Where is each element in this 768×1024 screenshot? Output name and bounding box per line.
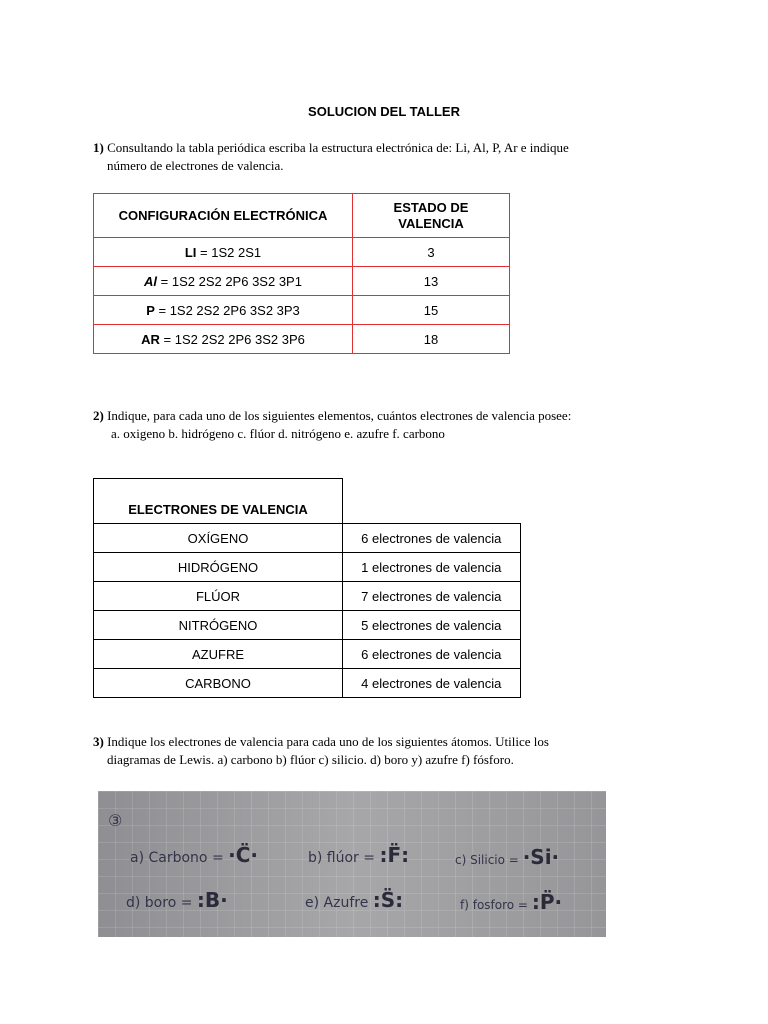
table-row (94, 611, 521, 640)
question-1 (93, 139, 633, 175)
table-row (94, 553, 521, 582)
table1-config-cell: Al = 1S2 2S2 2P6 3S2 3P1 (94, 267, 353, 296)
table2-value-cell: 4 electrones de valencia (343, 669, 521, 698)
table-row (94, 524, 521, 553)
table-row (94, 325, 510, 354)
table2-value-cell: 7 electrones de valencia (343, 582, 521, 611)
table1-header-config: CONFIGURACIÓN ELECTRÓNICA (94, 194, 353, 238)
question-3-line1: Indique los electrones de valencia para cada uno de los siguientes átomos. Utilice los (107, 734, 549, 749)
electron-config-table (93, 193, 510, 354)
table-row (94, 296, 510, 325)
question-2-line2: a. oxigeno b. hidrógeno c. flúor d. nitrógeno e. azufre f. carbono (111, 426, 445, 441)
handwritten-item: c) Silicio = ·Si· (455, 845, 560, 869)
handwritten-item: e) Azufre :S̈: (305, 888, 404, 912)
table1-config-cell: P = 1S2 2S2 2P6 3S2 3P3 (94, 296, 353, 325)
table2-element-cell: AZUFRE (94, 640, 343, 669)
handwritten-item: b) flúor = :F̈: (308, 843, 410, 867)
handwritten-item: d) boro = :B· (126, 888, 228, 912)
table-row (94, 640, 521, 669)
table1-config-cell: LI = 1S2 2S1 (94, 238, 353, 267)
question-3-number: 3) (93, 734, 104, 749)
table2-element-cell: NITRÓGENO (94, 611, 343, 640)
page-title: SOLUCION DEL TALLER (308, 104, 460, 119)
valence-electrons-table (93, 478, 521, 698)
table2-value-cell: 6 electrones de valencia (343, 640, 521, 669)
table-row (94, 238, 510, 267)
table2-element-cell: CARBONO (94, 669, 343, 698)
table2-value-cell: 1 electrones de valencia (343, 553, 521, 582)
question-3 (93, 733, 633, 769)
handwritten-item: f) fosforo = :P̈· (460, 890, 563, 914)
table1-value-cell: 18 (353, 325, 510, 354)
table1-value-cell: 3 (353, 238, 510, 267)
question-1-line2: número de electrones de valencia. (107, 158, 284, 173)
question-2-number: 2) (93, 408, 104, 423)
table1-header-valence: ESTADO DE VALENCIA (353, 194, 510, 238)
table2-element-cell: FLÚOR (94, 582, 343, 611)
question-1-number: 1) (93, 140, 104, 155)
question-3-line2: diagramas de Lewis. a) carbono b) flúor c) silicio. d) boro y) azufre f) fósforo. (107, 752, 514, 767)
table2-element-cell: OXÍGENO (94, 524, 343, 553)
circled-number: ③ (108, 811, 123, 830)
question-2 (93, 407, 633, 443)
table-row (94, 669, 521, 698)
table-row (94, 582, 521, 611)
handwritten-item: a) Carbono = ·C̈· (130, 843, 259, 867)
table1-value-cell: 15 (353, 296, 510, 325)
table-row (94, 267, 510, 296)
question-2-line1: Indique, para cada uno de los siguientes elementos, cuántos electrones de valencia posee: (107, 408, 572, 423)
table2-value-cell: 6 electrones de valencia (343, 524, 521, 553)
table2-element-cell: HIDRÓGENO (94, 553, 343, 582)
table1-value-cell: 13 (353, 267, 510, 296)
handwritten-lewis-photo (98, 791, 606, 937)
question-1-line1: Consultando la tabla periódica escriba la estructura electrónica de: Li, Al, P, Ar e indique (107, 140, 569, 155)
table1-config-cell: AR = 1S2 2S2 2P6 3S2 3P6 (94, 325, 353, 354)
table2-value-cell: 5 electrones de valencia (343, 611, 521, 640)
table2-header: ELECTRONES DE VALENCIA (94, 479, 343, 524)
